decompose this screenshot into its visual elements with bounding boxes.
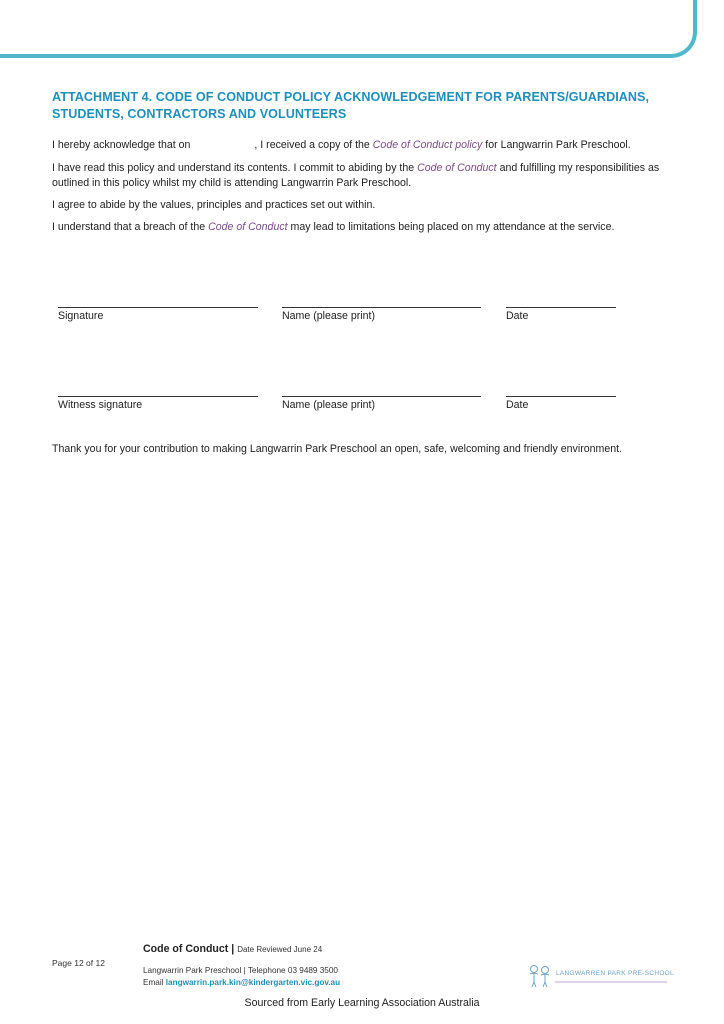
email-label: Email	[143, 978, 166, 987]
p1-emphasis: Code of Conduct policy	[372, 139, 483, 151]
witness-signature-line	[58, 396, 258, 397]
footer-doc-title: Code of Conduct	[143, 943, 229, 955]
witness-name-label: Name (please print)	[282, 399, 376, 411]
page-top-border	[0, 0, 697, 58]
signature-label: Signature	[58, 310, 104, 322]
page-title: ATTACHMENT 4. CODE OF CONDUCT POLICY ACKNOWLEDGEMENT FOR PARENTS/GUARDIANS, STUDENTS, CONTRACTORS AND VOLUNTEERS	[52, 90, 650, 121]
email-link[interactable]: langwarrin.park.kin@kindergarten.vic.gov.au	[165, 978, 341, 987]
p4-emphasis: Code of Conduct	[208, 221, 288, 233]
commitment-paragraph	[52, 161, 672, 190]
witness-date-line	[506, 396, 616, 397]
witness-signature-label: Witness signature	[58, 399, 143, 411]
footer-email-row	[143, 978, 340, 987]
breach-paragraph	[52, 220, 672, 235]
p1-text-c: for Langwarrin Park Preschool.	[482, 139, 631, 151]
page-number: Page 12 of 12	[52, 958, 105, 968]
p4-text-b: may lead to limitations being placed on my attendance at the service.	[287, 221, 615, 233]
witness-name-line	[282, 396, 481, 397]
acknowledgement-paragraph	[52, 138, 672, 153]
date-reviewed: Date Reviewed June 24	[237, 945, 323, 954]
p4-text-a: I understand that a breach of the	[52, 221, 209, 233]
date-line	[506, 307, 616, 308]
logo-text: LANGWARREN PARK PRE-SCHOOL	[556, 970, 674, 977]
p1-text-b: , I received a copy of the	[254, 139, 373, 151]
p2-text-a: I have read this policy and understand its contents. I commit to abiding by the	[52, 162, 418, 174]
p2-emphasis: Code of Conduct	[417, 162, 497, 174]
date-label: Date	[506, 310, 529, 322]
name-label: Name (please print)	[282, 310, 376, 322]
footer-title	[143, 943, 322, 955]
thank-you-text: Thank you for your contribution to making Langwarrin Park Preschool an open, safe, welcoming and friendly environment.	[52, 443, 623, 455]
footer-separator: |	[231, 943, 235, 955]
values-paragraph: I agree to abide by the values, principles and practices set out within.	[52, 199, 376, 211]
p1-text-a: I hereby acknowledge that on	[52, 139, 191, 151]
footer-address: Langwarrin Park Preschool | Telephone 03 9489 3500	[143, 966, 338, 975]
sourced-credit: Sourced from Early Learning Association Australia	[244, 997, 480, 1009]
p2-text-b: and fulfilling my responsibilities as outlined in this policy whilst my child is attending Langwarrin Park Preschool.	[52, 162, 660, 189]
signature-line	[58, 307, 258, 308]
name-line	[282, 307, 481, 308]
witness-date-label: Date	[506, 399, 529, 411]
